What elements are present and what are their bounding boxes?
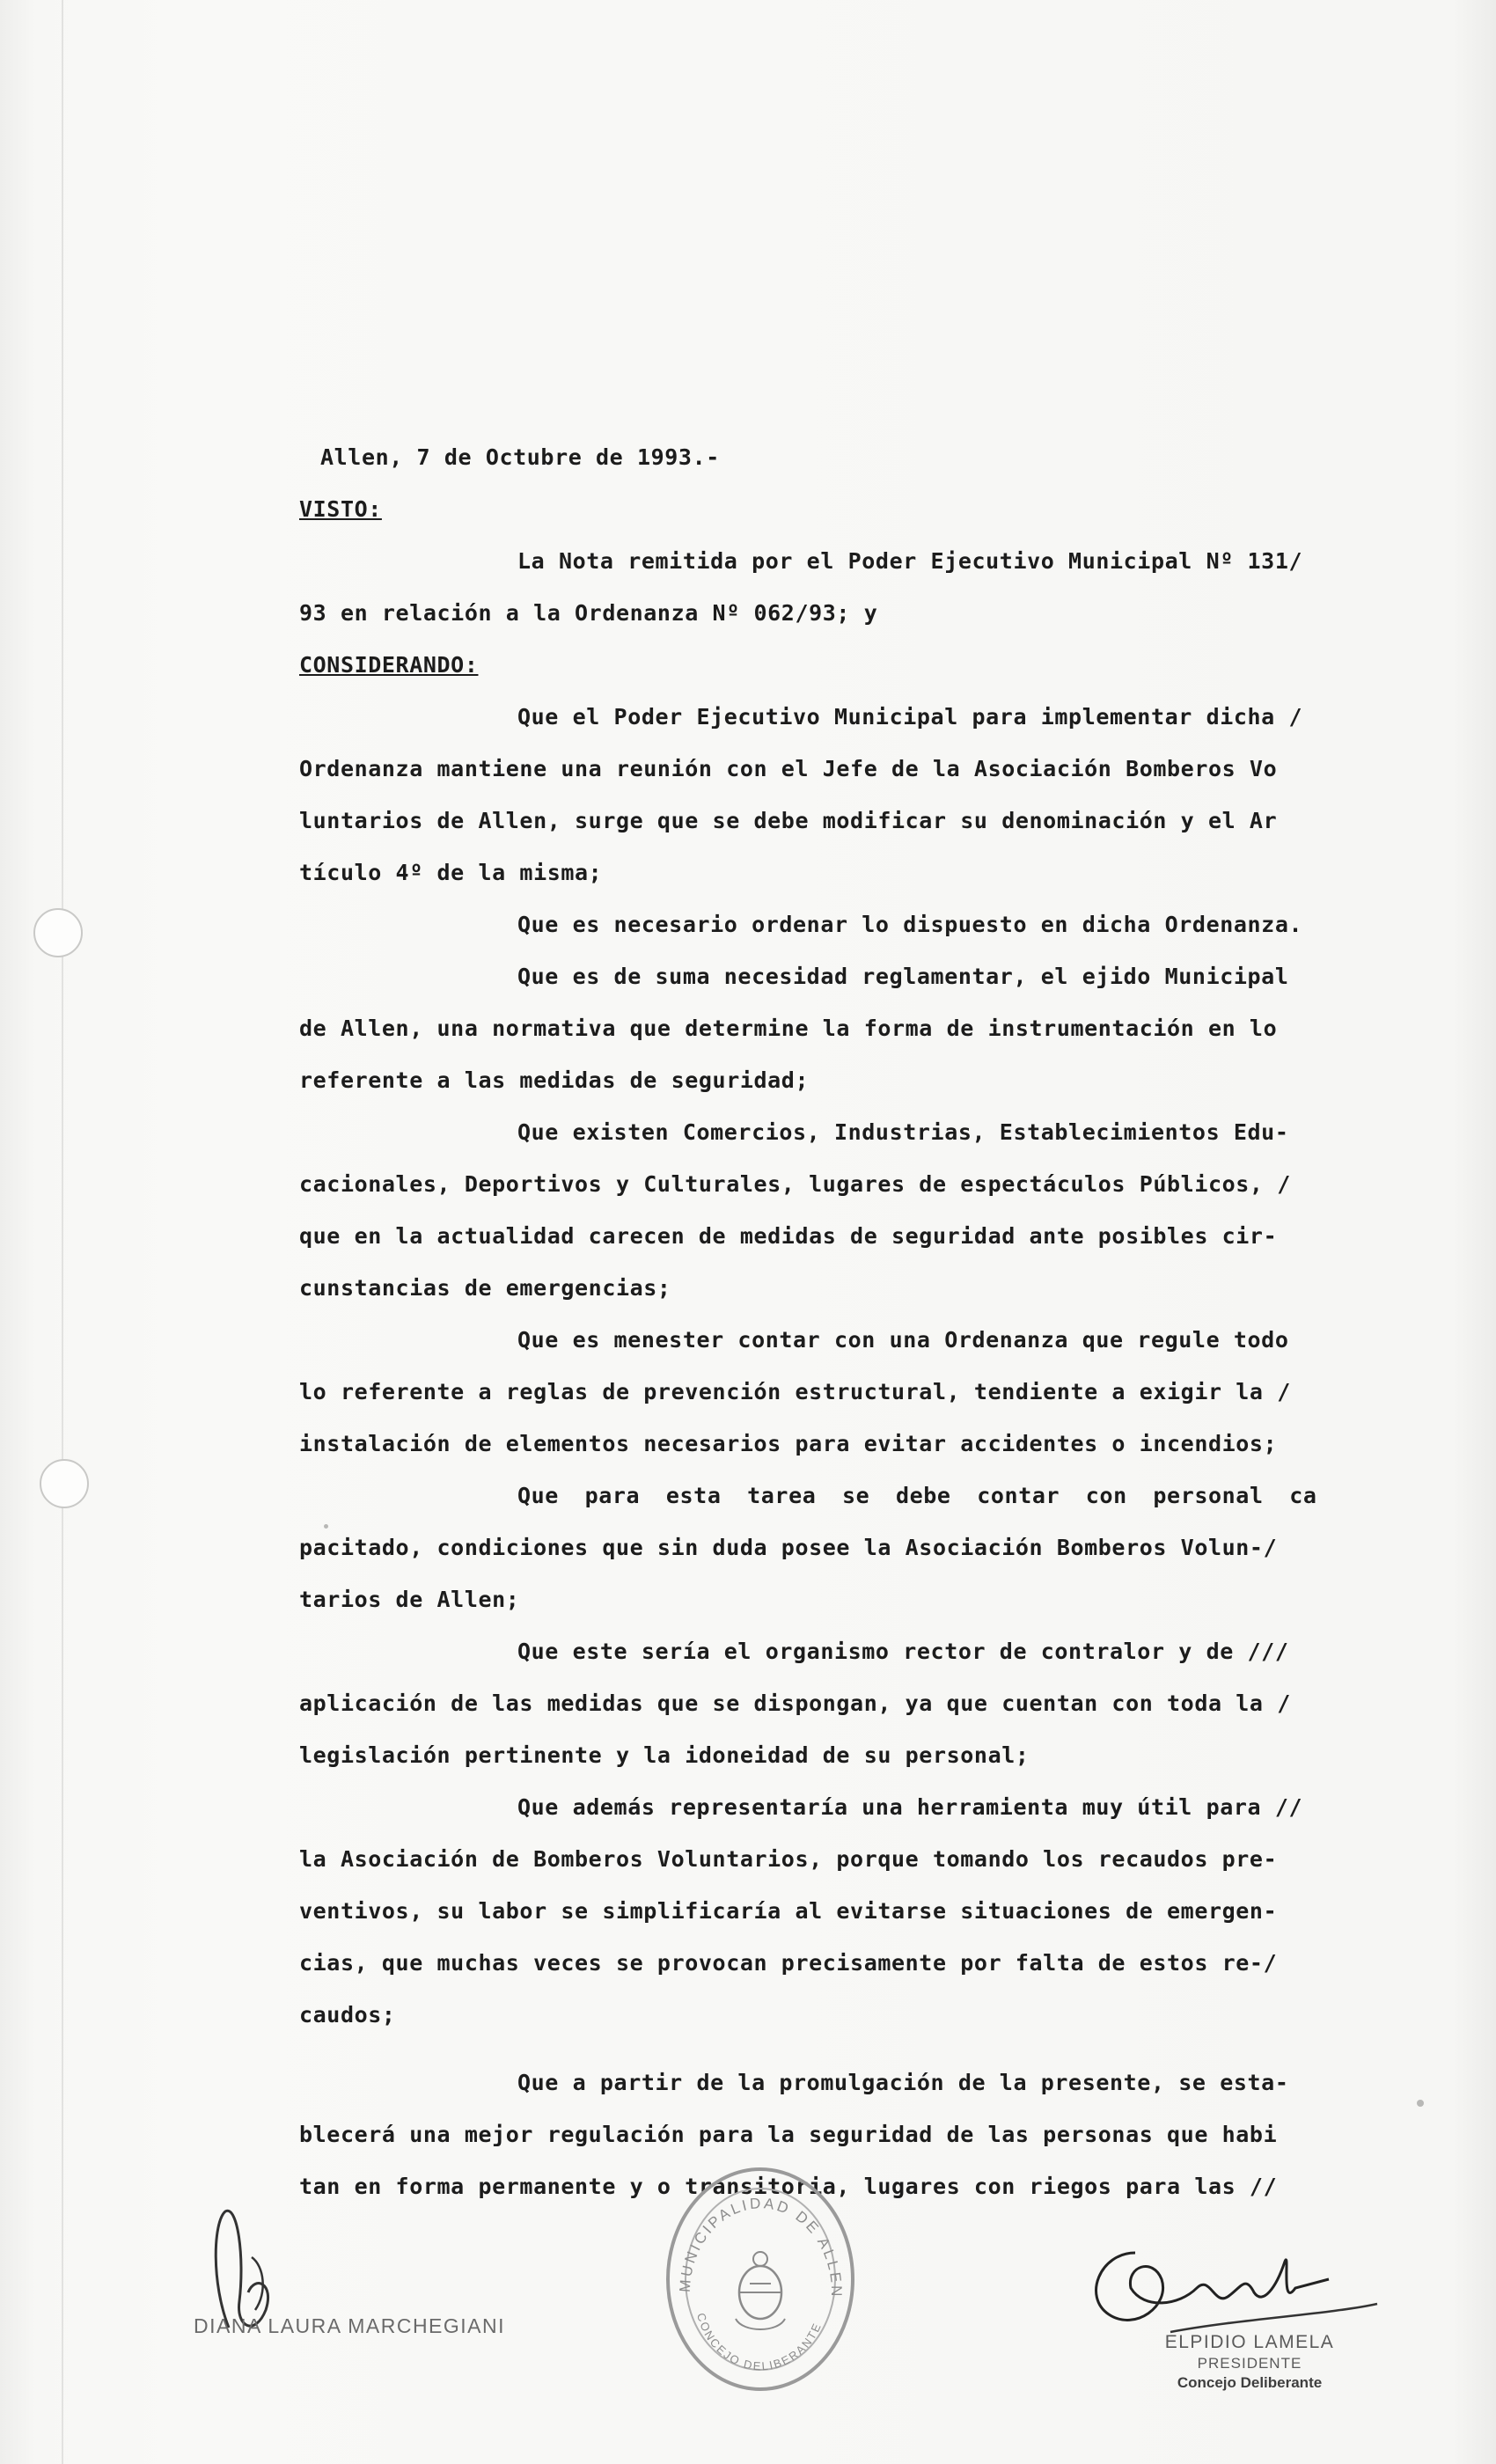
- signature-right: [1065, 2226, 1382, 2350]
- paragraph-line: Que es necesario ordenar lo dispuesto en dicha Ordenanza.: [517, 912, 1303, 937]
- paragraph-line: Ordenanza mantiene una reunión con el Jefe de la Asociación Bomberos Vo: [299, 756, 1278, 781]
- paragraph-line: tan en forma permanente y o transitoria, lugares con riegos para las //: [299, 2174, 1278, 2199]
- paper-speck: [1417, 2100, 1424, 2107]
- paragraph-line: Que para esta tarea se debe contar con personal ca: [517, 1483, 1317, 1508]
- seal-text-top: MUNICIPALIDAD DE ALLEN: [676, 2195, 846, 2299]
- paragraph-line: legislación pertinente y la idoneidad de su personal;: [299, 1742, 1030, 1768]
- paragraph-line: pacitado, condiciones que sin duda posee la Asociación Bomberos Volun-/: [299, 1535, 1278, 1560]
- signatory-title-right: PRESIDENTE: [1197, 2355, 1302, 2372]
- paragraph-line: Que es menester contar con una Ordenanza que regule todo: [517, 1327, 1289, 1353]
- visto-line: La Nota remitida por el Poder Ejecutivo Municipal Nº 131/: [517, 548, 1303, 574]
- paragraph-line: cacionales, Deportivos y Culturales, lugares de espectáculos Públicos, /: [299, 1171, 1291, 1197]
- paragraph-line: cias, que muchas veces se provocan precisamente por falta de estos re-/: [299, 1950, 1278, 1976]
- visto-line: 93 en relación a la Ordenanza Nº 062/93; y: [299, 600, 878, 626]
- paragraph-line: lo referente a reglas de prevención estructural, tendiente a exigir la /: [299, 1379, 1291, 1404]
- signatory-name-left: DIANA LAURA MARCHEGIANI: [194, 2314, 506, 2337]
- paragraph-line: Que este sería el organismo rector de contralor y de ///: [517, 1639, 1289, 1664]
- paragraph-line: aplicación de las medidas que se dispongan, ya que cuentan con toda la /: [299, 1690, 1291, 1716]
- binder-hole-lower: [40, 1459, 89, 1508]
- paragraph-line: ventivos, su labor se simplificaría al evitarse situaciones de emergen-: [299, 1898, 1278, 1924]
- binder-hole-upper: [33, 908, 83, 957]
- paragraph-line: tarios de Allen;: [299, 1587, 520, 1612]
- paragraph-line: referente a las medidas de seguridad;: [299, 1067, 810, 1093]
- paragraph-line: Que a partir de la promulgación de la presente, se esta-: [517, 2070, 1289, 2095]
- paragraph: [299, 898, 1355, 950]
- paragraph-line: Que el Poder Ejecutivo Municipal para implementar dicha /: [517, 704, 1303, 730]
- paragraph-line: de Allen, una normativa que determine la forma de instrumentación en lo: [299, 1016, 1278, 1041]
- paragraph: [299, 1314, 1355, 1470]
- paragraph: [299, 691, 1355, 898]
- visto-heading: VISTO:: [299, 496, 382, 522]
- paragraph-line: Que además representaría una herramienta muy útil para //: [517, 1794, 1303, 1820]
- paragraph-line: la Asociación de Bomberos Voluntarios, porque tomando los recaudos pre-: [299, 1846, 1278, 1872]
- paragraph-line: Que es de suma necesidad reglamentar, el ejido Municipal: [517, 964, 1289, 989]
- paragraph-line: blecerá una mejor regulación para la seguridad de las personas que habi: [299, 2122, 1278, 2147]
- paragraph-gap: [299, 2041, 1355, 2057]
- paragraph-line: caudos;: [299, 2002, 396, 2028]
- signatory-block-right: [1118, 2332, 1382, 2392]
- signatory-body-right: Concejo Deliberante: [1177, 2374, 1323, 2391]
- paragraph-line: que en la actualidad carecen de medidas de seguridad ante posibles cir-: [299, 1223, 1278, 1249]
- seal-text-bottom: CONCEJO DELIBERANTE: [693, 2311, 825, 2373]
- official-seal: [662, 2160, 860, 2398]
- paragraph-line: cunstancias de emergencias;: [299, 1275, 671, 1301]
- paragraph-line: luntarios de Allen, surge que se debe modificar su denominación y el Ar: [299, 808, 1278, 833]
- paragraph: [299, 1470, 1355, 1625]
- paragraph-line: tículo 4º de la misma;: [299, 860, 603, 885]
- paragraph: [299, 1625, 1355, 1781]
- considerando-heading: CONSIDERANDO:: [299, 652, 479, 678]
- svg-text:CONCEJO DELIBERANTE: [694, 2312, 825, 2373]
- paragraph: [299, 1781, 1355, 2041]
- coat-of-arms-icon: [736, 2252, 785, 2329]
- page-edge-shadow: [62, 0, 63, 2464]
- paragraph: [299, 1106, 1355, 1314]
- signatory-name-right: ELPIDIO LAMELA: [1164, 2332, 1335, 2352]
- date-line: Allen, 7 de Octubre de 1993.-: [320, 444, 720, 470]
- paragraph: [299, 950, 1355, 1106]
- paragraph-line: Que existen Comercios, Industrias, Establecimientos Edu-: [517, 1119, 1289, 1145]
- document-body: [299, 431, 1355, 2212]
- paragraph-line: instalación de elementos necesarios para evitar accidentes o incendios;: [299, 1431, 1278, 1456]
